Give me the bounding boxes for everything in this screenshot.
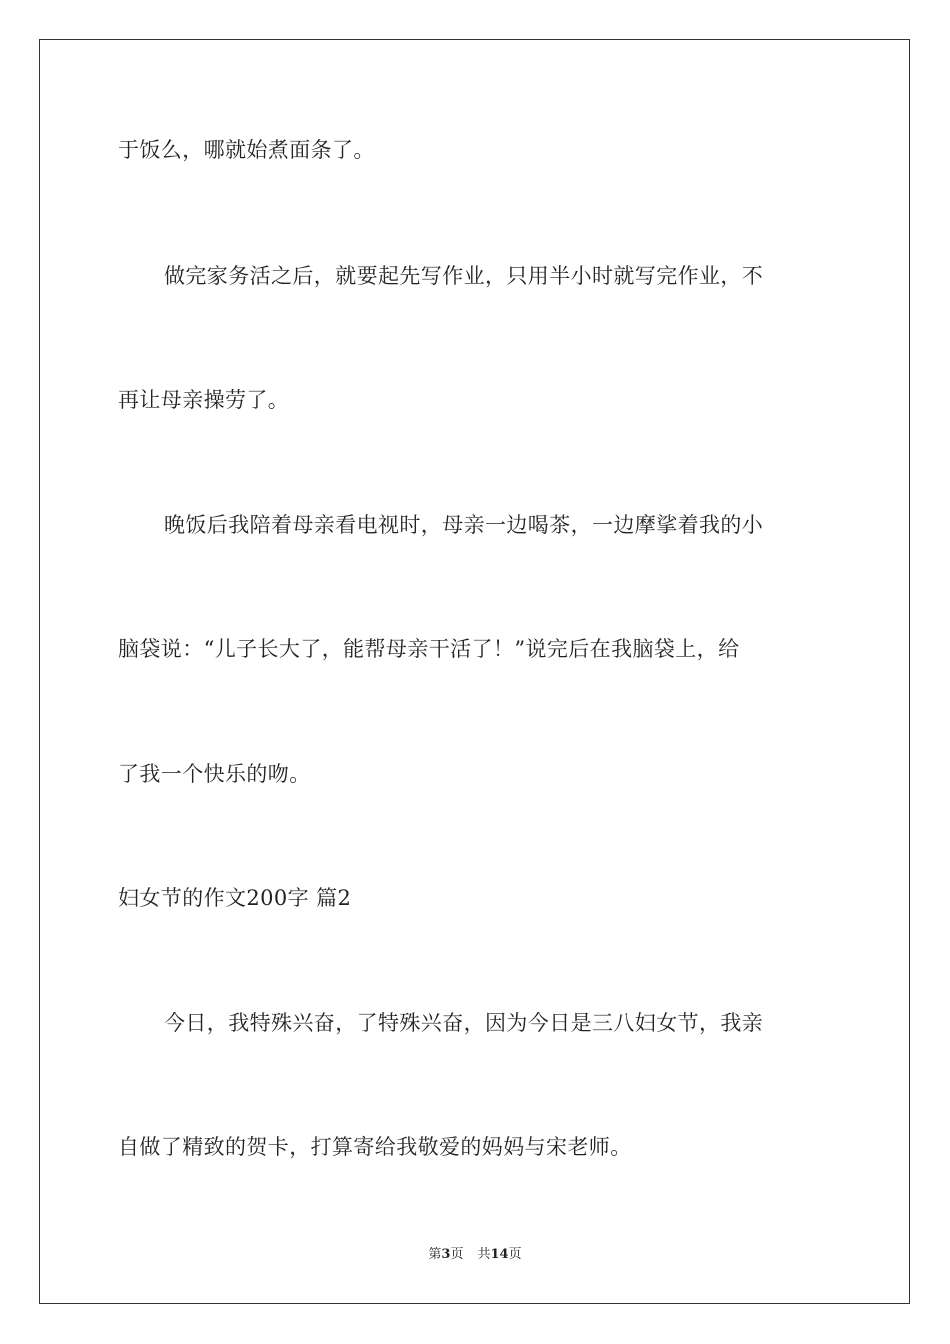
page-prefix: 第 <box>428 1247 442 1262</box>
section-heading: 妇女节的作文200字 篇2 <box>118 886 352 910</box>
page-suffix: 页 <box>450 1247 464 1262</box>
total-suffix: 页 <box>508 1247 522 1262</box>
total-prefix: 共 <box>477 1247 491 1262</box>
paragraph-line: 脑袋说：“儿子长大了，能帮母亲干活了！”说完后在我脑袋上，给 <box>118 637 740 661</box>
paragraph-line: 于饭么，哪就始煮面条了。 <box>118 138 375 162</box>
paragraph-line: 了我一个快乐的吻。 <box>118 762 311 786</box>
page-footer <box>0 1246 950 1264</box>
paragraph-line: 再让母亲操劳了。 <box>118 388 290 412</box>
total-page-number: 14 <box>490 1247 509 1262</box>
paragraph-line: 今日，我特殊兴奋，了特殊兴奋，因为今日是三八妇女节，我亲 <box>164 1011 764 1035</box>
current-page-number: 3 <box>441 1247 451 1262</box>
page-frame <box>39 39 910 1304</box>
paragraph-line: 做完家务活之后，就要起先写作业，只用半小时就写完作业，不 <box>164 264 764 288</box>
paragraph-line: 晚饭后我陪着母亲看电视时，母亲一边喝茶，一边摩挲着我的小 <box>164 513 764 537</box>
paragraph-line: 自做了精致的贺卡，打算寄给我敬爱的妈妈与宋老师。 <box>118 1135 632 1159</box>
